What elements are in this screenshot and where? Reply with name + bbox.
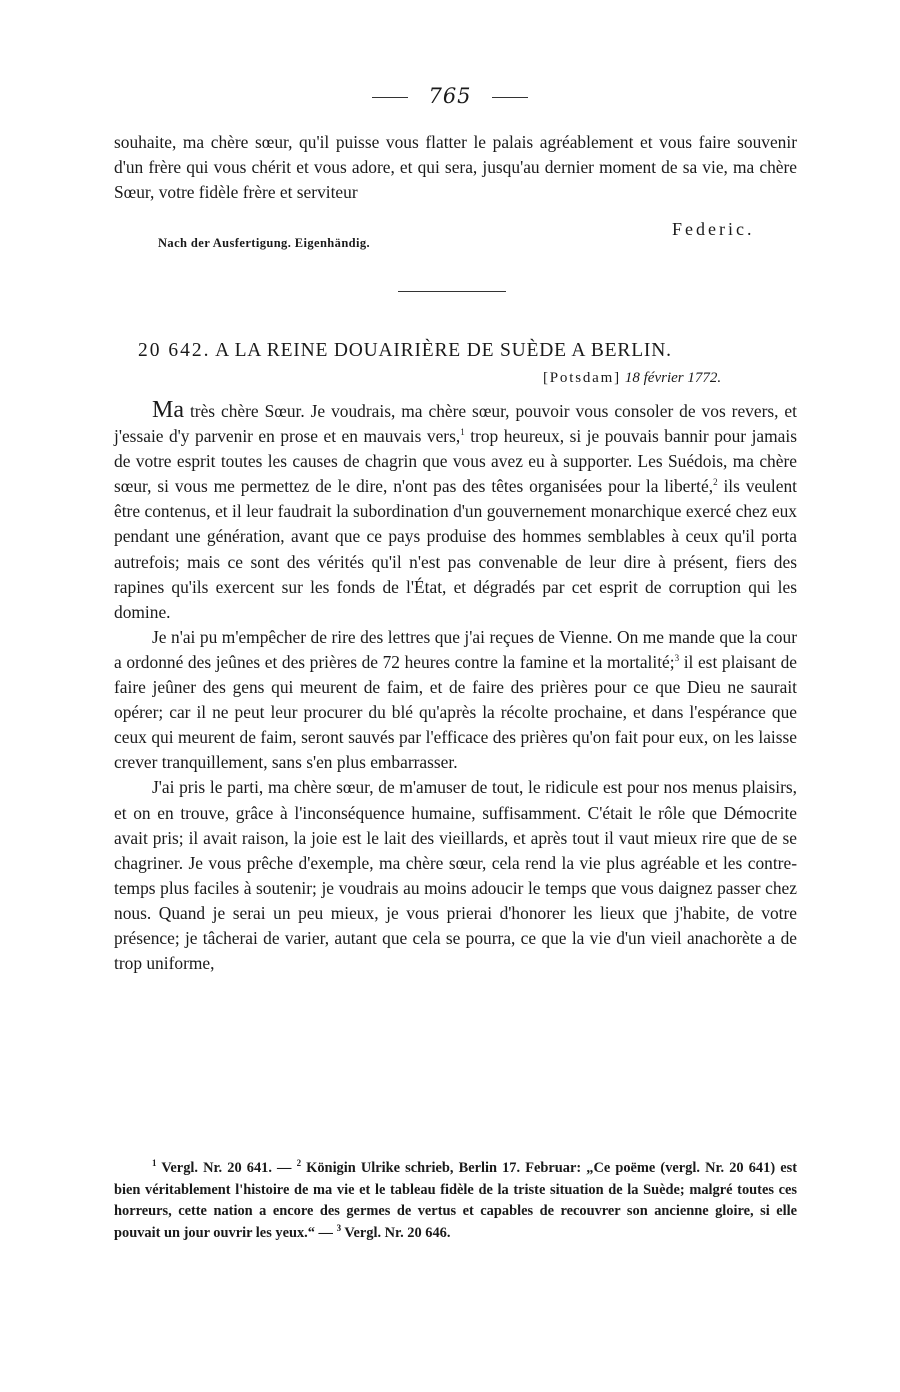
letter-title: A LA REINE DOUAIRIÈRE DE SUÈDE A BERLIN. (215, 340, 672, 361)
footnote-ref-2[interactable]: 2 (713, 477, 718, 488)
footnote-marker-2: 2 (296, 1158, 302, 1169)
letter-number: 20 642. (138, 340, 211, 361)
source-note: Nach der Ausfertigung. Eigenhändig. (158, 236, 371, 250)
page-number: 765 (428, 84, 472, 108)
letter-place: [Potsdam] (543, 370, 621, 386)
footnote-marker-1: 1 (152, 1158, 157, 1169)
dateline (543, 370, 721, 387)
paragraph-1-text-a: très chère Sœur. Je voudrais, ma chère sœur, pouvoir vous consoler de vos revers, et j'essaie d'y parvenir en prose et en mauvais vers, (114, 401, 797, 447)
paragraph-1-text-c: ils veulent être contenus, et il leur faudrait la subordination d'un gouvernement monarchique exercé chez eux pendant une génération, avant que ce pays produise des hommes semblables à ceux qu'il porta autrefois; mais ce sont des vérités qu'il n'est pas convenable de leur dire à présent, fiers des rapines qu'ils exercent sur les fonds de l'État, et dégradés par cet esprit de corruption qui les domine. (114, 476, 797, 622)
salutation-initial: Ma (152, 397, 184, 423)
paragraph-1 (114, 398, 797, 625)
footnotes (114, 1158, 797, 1244)
paragraph-2-text-b: il est plaisant de faire jeûner des gens qui meurent de faim, et de faire des prières pour ce que Dieu ne saurait opérer; car il ne peut leur procurer du blé qu'après la récolte prochaine, et dans l'espérance que ceux qui meurent de faim, seront sauvés par l'efficace des prières qu'on fait pour eux, on les laisse crever tranquillement, sans s'en plus embarrasser. (114, 651, 797, 773)
paragraph-2-text-a: Je n'ai pu m'empêcher de rire des lettres que j'ai reçues de Vienne. On me mande que la cour a ordonné des jeûnes et des prières de 72 heures contre la famine et la mortalité; (114, 626, 797, 672)
page-header (0, 84, 900, 108)
letter-heading (138, 340, 672, 362)
footnote-block (114, 1158, 797, 1244)
footnote-3: Vergl. Nr. 20 646. (341, 1224, 451, 1241)
header-rule-right (492, 97, 528, 98)
footnote-marker-3: 3 (336, 1222, 342, 1233)
closing-text: souhaite, ma chère sœur, qu'il puisse vous flatter le palais agréablement et vous faire souvenir d'un frère qui vous chérit et vous adore, et qui sera, jusqu'au dernier moment de sa vie, ma chère Sœur, votre fidèle frère et serviteur (114, 132, 797, 203)
paragraph-2 (114, 625, 797, 776)
footnote-1: Vergl. Nr. 20 641. — (156, 1160, 297, 1176)
closing-paragraph (114, 130, 797, 205)
footnote-ref-3[interactable]: 3 (674, 653, 680, 664)
paragraph-1-text-b: trop heureux, si je pouvais bannir pour jamais de votre esprit toutes les causes de chagrin que vous avez eu à supporter. Les Suédois, ma chère sœur, si vous me permettez de le dire, n'ont pas des têtes organisées pour la liberté, (114, 426, 797, 497)
letter-body (114, 398, 797, 976)
header-rule-left (372, 97, 408, 98)
footnote-ref-1[interactable]: 1 (460, 427, 465, 438)
letter-date: 18 février 1772. (624, 370, 722, 386)
footnote-2: Königin Ulrike schrieb, Berlin 17. Februar: „Ce poëme (vergl. Nr. 20 641) est bien véritablement l'histoire de ma vie et le tableau fidèle de la triste situation de la Suède; malgré toutes ces horreurs, cette nation a encore des germes de vertus et capables de recouvrer son ancienne gloire, si elle pouvait un jour ouvrir les yeux.“ — (114, 1160, 798, 1241)
signature: Federic. (672, 219, 755, 239)
section-separator (398, 291, 506, 292)
paragraph-3: J'ai pris le parti, ma chère sœur, de m'amuser de tout, le ridicule est pour nos menus plaisirs, et on en trouve, grâce à l'inconséquence humaine, suffisamment. C'était le rôle que Démocrite avait pris; il avait raison, la joie est le lait des vieillards, et après tout il vaut mieux rire que de se chagriner. Je vous prêche d'exemple, ma chère sœur, cela rend la vie plus agréable et les contre-temps plus faciles à soutenir; je voudrais au moins adoucir le temps que vous daignez passer chez nous. Quand je serai un peu mieux, je vous prierai d'honorer les lieux que j'habite, de votre présence; je tâcherai de varier, autant que cela se pourra, ce que la vie d'un vieil anachorète a de trop uniforme, (114, 777, 797, 974)
